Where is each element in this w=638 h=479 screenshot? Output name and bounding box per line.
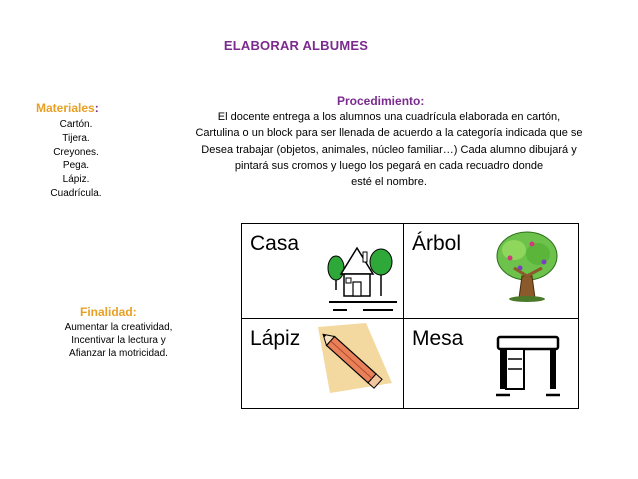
finalidad-line: Afianzar la motricidad. xyxy=(69,348,168,360)
materiales-item: Lápiz. xyxy=(62,174,90,186)
page-title: ELABORAR ALBUMES xyxy=(223,38,369,53)
materiales-item: Tijera. xyxy=(62,132,90,144)
procedimiento-line: esté el nombre. xyxy=(351,176,427,189)
procedimiento-heading: Procedimiento: xyxy=(337,94,425,108)
procedimiento-text xyxy=(158,109,620,190)
procedimiento-line: pintará sus cromos y luego los pegará en cada recuadro donde xyxy=(234,159,544,172)
finalidad-text xyxy=(55,321,182,361)
materiales-heading: Materiales: xyxy=(36,101,99,115)
pencil-icon xyxy=(310,323,400,405)
grid-cell-mesa xyxy=(404,319,578,408)
cell-label: Lápiz xyxy=(250,327,301,350)
cell-label: Casa xyxy=(250,232,300,255)
cell-label: Mesa xyxy=(412,327,464,350)
procedimiento-line: Desea trabajar (objetos, animales, núcleo familiar…) Cada alumno dibujará y xyxy=(201,143,577,156)
materiales-item: Pega. xyxy=(62,160,90,172)
procedimiento-line: Cartulina o un block para ser llenada de acuerdo a la categoría indicada que se xyxy=(195,127,583,140)
table-icon xyxy=(496,335,560,405)
grid-cell-arbol xyxy=(404,224,578,318)
materiales-list xyxy=(30,118,122,201)
grid-cell-casa xyxy=(242,224,403,318)
finalidad-line: Aumentar la creatividad, xyxy=(64,322,173,333)
procedimiento-line: El docente entrega a los alumnos una cuadrícula elaborada en cartón, xyxy=(217,111,561,123)
finalidad-heading: Finalidad: xyxy=(80,305,137,319)
album-grid xyxy=(241,223,579,409)
cell-label: Árbol xyxy=(412,232,462,255)
materiales-item: Cuadrícula. xyxy=(50,187,102,199)
tree-icon xyxy=(492,228,562,306)
house-icon xyxy=(327,230,399,314)
materiales-item: Creyones. xyxy=(53,146,99,158)
materiales-item: Cartón. xyxy=(59,119,93,130)
grid-cell-lapiz xyxy=(242,319,403,408)
finalidad-line: Incentivar la lectura y xyxy=(71,335,166,347)
